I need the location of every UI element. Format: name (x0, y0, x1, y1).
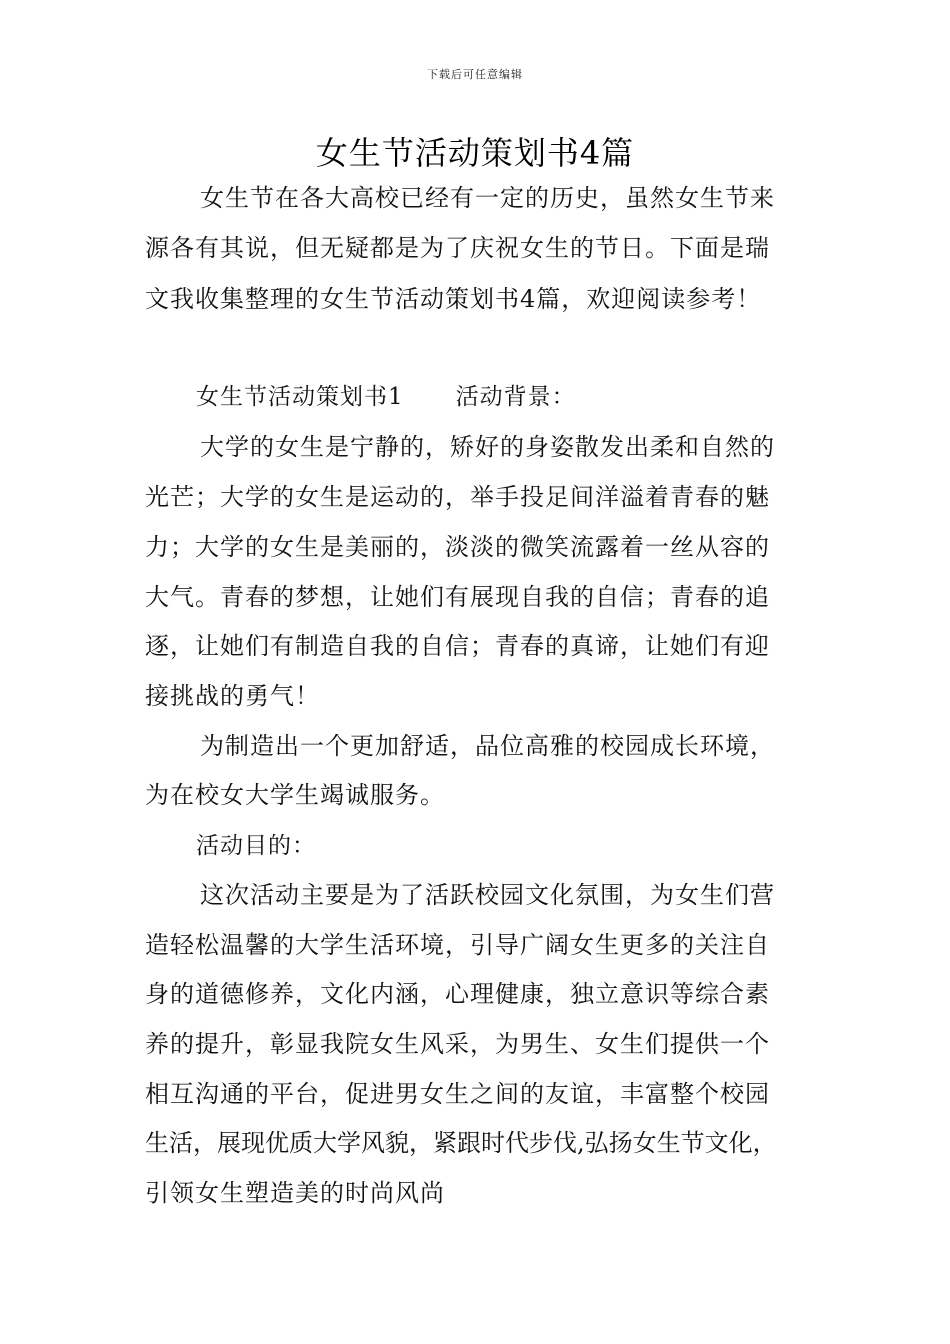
intro-line: 源各有其说，但无疑都是为了庆祝女生的节日。下面是瑞 (145, 234, 770, 262)
section-heading-row (196, 380, 896, 414)
header-note: 下载后可任意编辑 (427, 68, 523, 81)
purpose-line: 身的道德修养，文化内涵，心理健康，独立意识等综合素 (145, 980, 770, 1008)
background-line: 力；大学的女生是美丽的，淡淡的微笑流露着一丝从容的 (145, 533, 770, 561)
intro-line: 女生节在各大高校已经有一定的历史，虽然女生节来 (200, 184, 775, 212)
background-line: 接挑战的勇气！ (145, 682, 320, 710)
document-title: 女生节活动策划书4篇 (315, 134, 635, 172)
background-line: 大学的女生是宁静的，矫好的身姿散发出柔和自然的 (200, 433, 775, 461)
service-line: 为在校女大学生竭诚服务。 (145, 781, 445, 809)
section-heading: 女生节活动策划书1 (196, 384, 404, 410)
purpose-heading: 活动目的： (196, 833, 316, 859)
service-line: 为制造出一个更加舒适，品位高雅的校园成长环境， (200, 732, 775, 760)
intro-line: 文我收集整理的女生节活动策划书4篇，欢迎阅读参考！ (145, 285, 762, 313)
purpose-line: 引领女生塑造美的时尚风尚 (145, 1179, 445, 1207)
purpose-line: 这次活动主要是为了活跃校园文化氛围，为女生们营 (200, 881, 775, 909)
purpose-line: 相互沟通的平台，促进男女生之间的友谊，丰富整个校园 (145, 1080, 770, 1108)
purpose-line: 养的提升，彰显我院女生风采，为男生、女生们提供一个 (145, 1030, 770, 1058)
background-line: 逐，让她们有制造自我的自信；青春的真谛，让她们有迎 (145, 632, 770, 660)
background-line: 大气。青春的梦想，让她们有展现自我的自信；青春的追 (145, 583, 770, 611)
background-line: 光芒；大学的女生是运动的，举手投足间洋溢着青春的魅 (145, 483, 770, 511)
purpose-line: 造轻松温馨的大学生活环境，引导广阔女生更多的关注自 (145, 931, 770, 959)
purpose-line: 生活，展现优质大学风貌，紧跟时代步伐,弘扬女生节文化， (145, 1129, 777, 1157)
section-subheading: 活动背景： (455, 384, 576, 410)
